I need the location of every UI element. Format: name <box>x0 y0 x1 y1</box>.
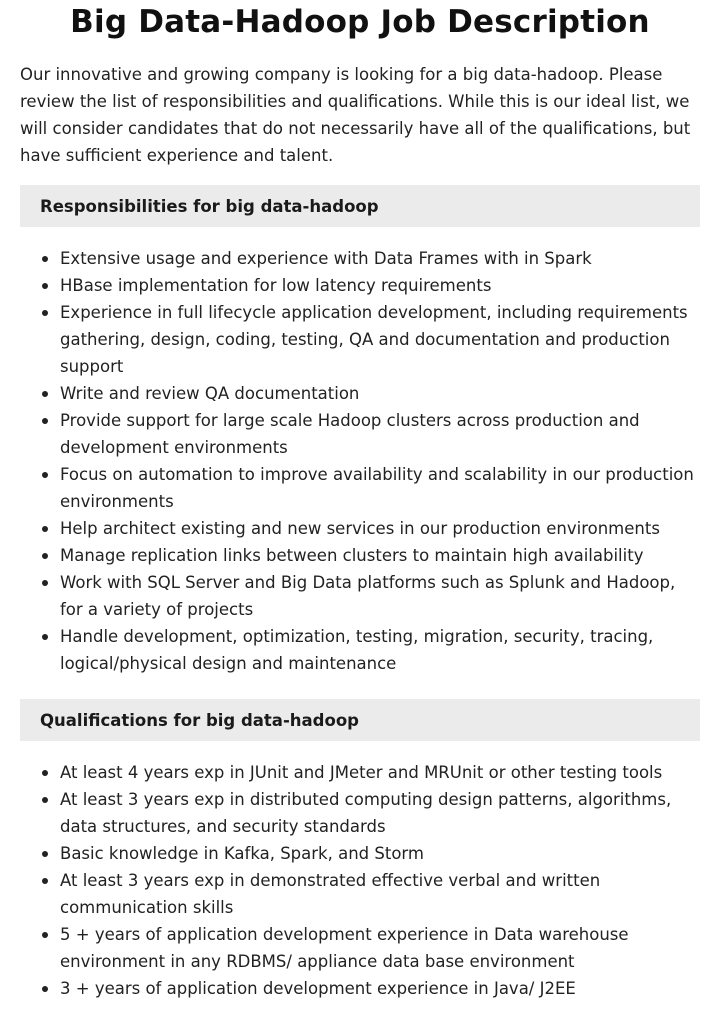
responsibilities-list <box>20 245 700 677</box>
list-item: At least 3 years exp in distributed computing design patterns, algorithms, data structures, and security standards <box>60 786 700 840</box>
list-item: Experience in full lifecycle application development, including requirements gathering, design, coding, testing, QA and documentation and production support <box>60 299 700 380</box>
list-item: Write and review QA documentation <box>60 380 700 407</box>
list-item: Manage replication links between clusters to maintain high availability <box>60 542 700 569</box>
list-item: Handle development, optimization, testing, migration, security, tracing, logical/physical design and maintenance <box>60 623 700 677</box>
list-item: Extensive usage and experience with Data Frames with in Spark <box>60 245 700 272</box>
list-item: Basic knowledge in Kafka, Spark, and Storm <box>60 840 700 867</box>
list-item: Focus on automation to improve availability and scalability in our production environments <box>60 461 700 515</box>
responsibilities-heading: Responsibilities for big data-hadoop <box>20 185 700 227</box>
list-item: At least 4 years exp in JUnit and JMeter and MRUnit or other testing tools <box>60 759 700 786</box>
list-item: 3 + years of application development experience in Java/ J2EE <box>60 975 700 1002</box>
list-item: Work with SQL Server and Big Data platforms such as Splunk and Hadoop, for a variety of projects <box>60 569 700 623</box>
qualifications-heading: Qualifications for big data-hadoop <box>20 699 700 741</box>
page-title: Big Data-Hadoop Job Description <box>70 4 650 40</box>
qualifications-list <box>20 759 700 1002</box>
list-item: 5 + years of application development experience in Data warehouse environment in any RDBMS/ appliance data base environment <box>60 921 700 975</box>
list-item: Provide support for large scale Hadoop clusters across production and development environments <box>60 407 700 461</box>
list-item: HBase implementation for low latency requirements <box>60 272 700 299</box>
intro-paragraph: Our innovative and growing company is looking for a big data-hadoop. Please review the list of responsibilities and qualifications. While this is our ideal list, we will consider candidates that do not necessarily have all of the qualifications, but have sufficient experience and talent. <box>20 65 691 165</box>
list-item: At least 3 years exp in demonstrated effective verbal and written communication skills <box>60 867 700 921</box>
list-item: Help architect existing and new services in our production environments <box>60 515 700 542</box>
